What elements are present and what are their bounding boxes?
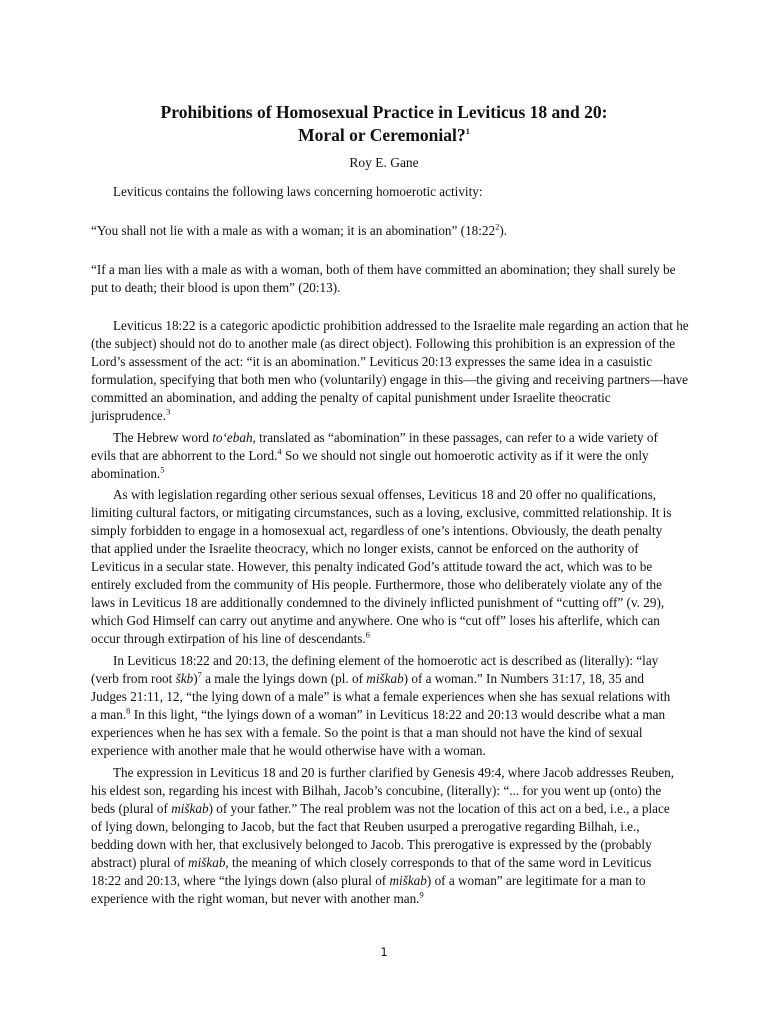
p4-line-4 (91, 706, 677, 724)
p4-line-5: experiences when he has sex with a female. So the point is that a man should not have the kind of sexual (91, 725, 643, 740)
p3-line-1: As with legislation regarding other serious sexual offenses, Leviticus 18 and 20 offer no qualifications, (113, 487, 657, 502)
p2-line-3 (91, 465, 677, 483)
hebrew-term: škb (175, 671, 194, 686)
p2-text: evils that are abhorrent to the Lord. (91, 448, 278, 463)
hebrew-term: to‘ebah (212, 430, 253, 445)
p1-line-1: Leviticus 18:22 is a categoric apodictic prohibition addressed to the Israelite male regarding an action that he (113, 318, 689, 333)
p5-line-1: The expression in Leviticus 18 and 20 is further clarified by Genesis 49:4, where Jacob addresses Reuben, (113, 765, 675, 780)
footnote-ref: 1 (465, 126, 470, 137)
footnote-ref: 4 (277, 446, 282, 457)
p5-line-2: his eldest son, regarding his incest with Bilhah, Jacob’s concubine, (literally): “... for you went up (onto) the (91, 783, 662, 798)
title-text: Moral or Ceremonial? (298, 125, 466, 145)
hebrew-term: miškab (366, 671, 404, 686)
p5-text: beds (plural of (91, 801, 172, 816)
p3-text: occur through extirpation of his line of descendants. (91, 631, 366, 646)
p4-line-3: Judges 21:11, 12, “the lying down of a male” is what a female experiences when she has sexual relations with (91, 689, 671, 704)
footnote-ref: 7 (197, 669, 202, 680)
p4-text: (verb from root (91, 671, 176, 686)
quote-leviticus-18-22 (91, 222, 677, 240)
quote-text: “You shall not lie with a male as with a woman; it is an abomination” (18:22 (91, 223, 496, 238)
p4-text: ) of a woman.” In Numbers 31:17, 18, 35 and (403, 671, 644, 686)
p1-line-4: formulation, specifying that both men who (voluntarily) engage in this—the giving and receiving partners—have (91, 372, 688, 387)
p4-line-6: experience with another male that he would otherwise have with a woman. (91, 743, 486, 758)
p2-text: , translated as “abomination” in these passages, can refer to a wide variety of (252, 430, 658, 445)
p3-line-5: Leviticus in a secular state. However, this penalty indicated God’s attitude toward the act, which was to be (91, 559, 653, 574)
p4-line-2 (91, 670, 677, 688)
p4-line-1: In Leviticus 18:22 and 20:13, the defining element of the homoerotic act is described as (literally): “lay (113, 653, 659, 668)
p1-line-5: committed an abomination, and adding the penalty of capital punishment under Israelite theocratic (91, 390, 611, 405)
p1-line-6 (91, 407, 677, 425)
quote-leviticus-20-13-line-2: put to death; their blood is upon them” (20:13). (91, 280, 341, 295)
hebrew-term: miškab (171, 801, 209, 816)
p5-text: ) of your father.” The real problem was not the location of this act on a bed, i.e., a place (208, 801, 670, 816)
p5-line-4: of lying down, belonging to Jacob, but the fact that Reuben usurped a prerogative regarding Bilhah, i.e., (91, 819, 640, 834)
p4-text: a male the lyings down (pl. of (201, 671, 367, 686)
footnote-ref: 5 (160, 464, 165, 475)
hebrew-term: miškab (188, 855, 226, 870)
footnote-ref: 9 (419, 889, 424, 900)
p3-line-8: which God Himself can carry out anytime and anywhere. One who is “cut off” loses his afterlife, which can (91, 613, 660, 628)
p5-text: abstract) plural of (91, 855, 189, 870)
p4-text: In this light, “the lyings down of a woman” in Leviticus 18:22 and 20:13 would describe what a man (130, 707, 666, 722)
title-line-2 (0, 123, 768, 147)
p5-text: experience with the right woman, but never with another man. (91, 891, 420, 906)
page-number: 1 (380, 945, 388, 959)
p1-line-2: (the subject) should not do to another male (as direct object). Following this prohibition is an expression of the (91, 336, 676, 351)
p2-text: The Hebrew word (113, 430, 213, 445)
p4-text: ) (193, 671, 198, 686)
p2-line-1 (113, 429, 699, 447)
p3-line-3: simply forbidden to engage in a homosexual act, regardless of one’s intentions. Obviously, the death penalty (91, 523, 663, 538)
p2-line-2 (91, 447, 677, 465)
p3-line-4: that applied under the Israelite theocracy, which no longer exists, cannot be enforced on the authority of (91, 541, 639, 556)
title-line-1: Prohibitions of Homosexual Practice in Leviticus 18 and 20: (160, 102, 608, 122)
hebrew-term: miškab (389, 873, 427, 888)
quote-end: ). (499, 223, 508, 238)
author: Roy E. Gane (349, 155, 419, 170)
p4-text: a man. (91, 707, 127, 722)
p5-line-5: bedding down with her, that exclusively belonged to Jacob. This prerogative is expressed by the (probably (91, 837, 652, 852)
p3-line-7: laws in Leviticus 18 are additionally condemned to the divinely inflicted punishment of “cutting off” (v. 29), (91, 595, 665, 610)
p2-text: abomination. (91, 466, 161, 481)
p1-line-3: Lord’s assessment of the act: “it is an abomination.” Leviticus 20:13 expresses the same idea in a casuistic (91, 354, 653, 369)
intro-line: Leviticus contains the following laws concerning homoerotic activity: (113, 184, 483, 199)
p5-text: ) of a woman” are legitimate for a man to (426, 873, 646, 888)
p5-text: , the meaning of which closely corresponds to that of the same word in Leviticus (225, 855, 652, 870)
p3-line-2: limiting cultural factors, or mitigating circumstances, such as a loving, exclusive, committed relationship. It is (91, 505, 672, 520)
p5-line-8 (91, 890, 677, 908)
p5-line-3 (91, 800, 677, 818)
p3-line-6: entirely excluded from the community of His people. Furthermore, those who deliberately violate any of the (91, 577, 662, 592)
p3-line-9 (91, 630, 677, 648)
footnote-ref: 3 (166, 406, 171, 417)
p2-text: So we should not single out homoerotic activity as if it were the only (281, 448, 649, 463)
p5-line-7 (91, 872, 677, 890)
p1-text: jurisprudence. (91, 408, 167, 423)
footnote-ref: 6 (365, 629, 370, 640)
footnote-ref: 8 (126, 705, 131, 716)
p5-text: 18:22 and 20:13, where “the lyings down (also plural of (91, 873, 390, 888)
p5-line-6 (91, 854, 677, 872)
footnote-ref: 2 (495, 221, 500, 232)
quote-leviticus-20-13-line-1: “If a man lies with a male as with a woman, both of them have committed an abomination; they shall surely be (91, 262, 676, 277)
